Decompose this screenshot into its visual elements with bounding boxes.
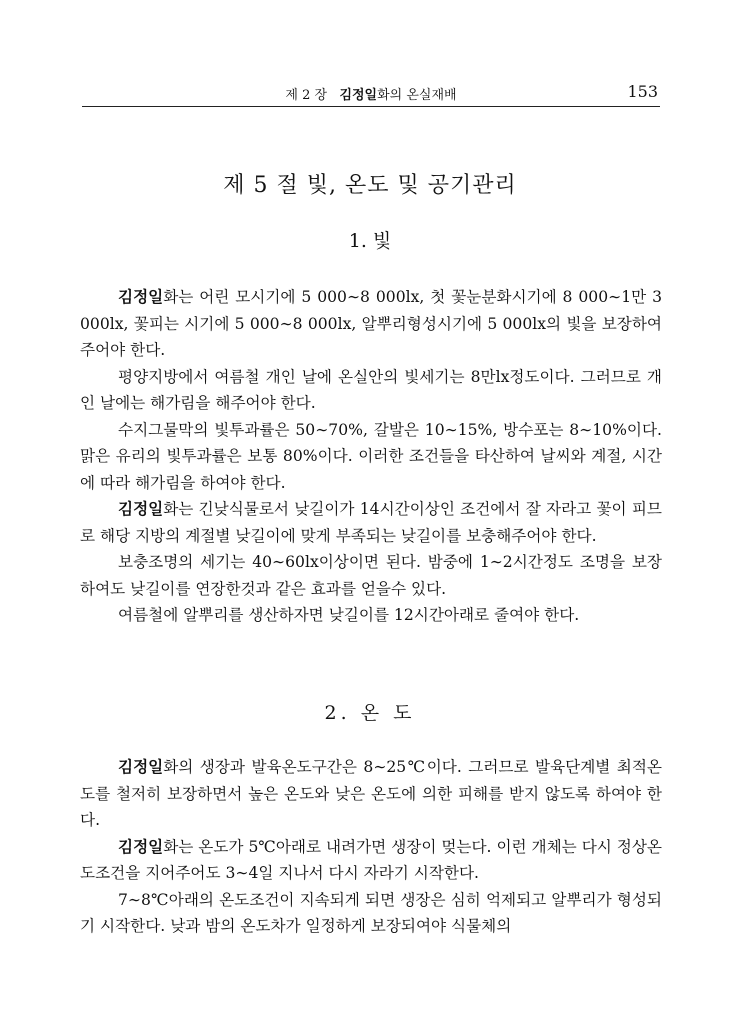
flower-name: 김정일 <box>118 287 164 306</box>
header-topic: 화의 온실재배 <box>377 88 457 103</box>
paragraph: 평양지방에서 여름철 개인 날에 온실안의 빛세기는 8만lx정도이다. 그러므로 개인 날에는 해가림을 해주어야 한다. <box>80 367 662 412</box>
header-flower-name: 김정일 <box>339 88 378 103</box>
section-title: 제 5 절 빛, 온도 및 공기관리 <box>223 173 517 198</box>
header-chapter: 제 2 장 <box>285 88 328 103</box>
subsection-title-temperature: 2. 온 도 <box>324 702 416 724</box>
paragraph: 수지그물막의 빛투과률은 50∼70%, 갈발은 10∼15%, 방수포는 8∼10%이다. 맑은 유리의 빛투과률은 보통 80%이다. 이러한 조건들을 타산하여 날씨와 계절, 시간에 따라 해가림을 하여야 한다. <box>80 420 662 492</box>
paragraph: 김정일화는 온도가 5℃아래로 내려가면 생장이 멎는다. 이런 개체는 다시 정상온도조건을 지어주어도 3∼4일 지나서 다시 자라기 시작한다. <box>80 836 662 882</box>
temperature-section-body <box>80 754 662 940</box>
paragraph: 보충조명의 세기는 40∼60lx이상이면 된다. 밤중에 1∼2시간정도 조명을 보장하여도 낮길이를 연장한것과 같은 효과를 얻을수 있다. <box>80 553 662 598</box>
paragraph: 여름철에 알뿌리를 생산하자면 낮길이를 12시간아래로 줄여야 한다. <box>118 606 580 624</box>
paragraph: 김정일화의 생장과 발육온도구간은 8∼25℃이다. 그러므로 발육단계별 최적온도를 철저히 보장하면서 높은 온도와 낮은 온도에 의한 피해를 받지 않도록 하여야 한다. <box>80 757 662 829</box>
running-header <box>82 82 660 104</box>
paragraph: 김정일화는 긴낮식물로서 낮길이가 14시간이상인 조건에서 잘 자라고 꽃이 피므로 해당 지방의 계절별 낮길이에 맞게 부족되는 낮길이를 보충해주어야 한다. <box>80 499 662 545</box>
header-title <box>82 84 660 103</box>
flower-name: 김정일 <box>118 499 164 518</box>
light-section-body <box>80 284 662 629</box>
header-rule <box>82 106 660 107</box>
subsection-title-light: 1. 빛 <box>348 230 392 252</box>
paragraph: 7∼8℃아래의 온도조건이 지속되게 되면 생장은 심히 억제되고 알뿌리가 형성되기 시작한다. 낮과 밤의 온도차가 일정하게 보장되여야 식물체의 <box>80 890 662 935</box>
flower-name: 김정일 <box>118 757 164 776</box>
paragraph: 김정일화는 어린 모시기에 5 000∼8 000lx, 첫 꽃눈분화시기에 8 000∼1만 3 000lx, 꽃피는 시기에 5 000∼8 000lx, 알뿌리형성시기에 5 000lx의 빛을 보장하여주어야 한다. <box>80 287 662 359</box>
flower-name: 김정일 <box>118 836 164 856</box>
page-number: 153 <box>627 82 658 101</box>
